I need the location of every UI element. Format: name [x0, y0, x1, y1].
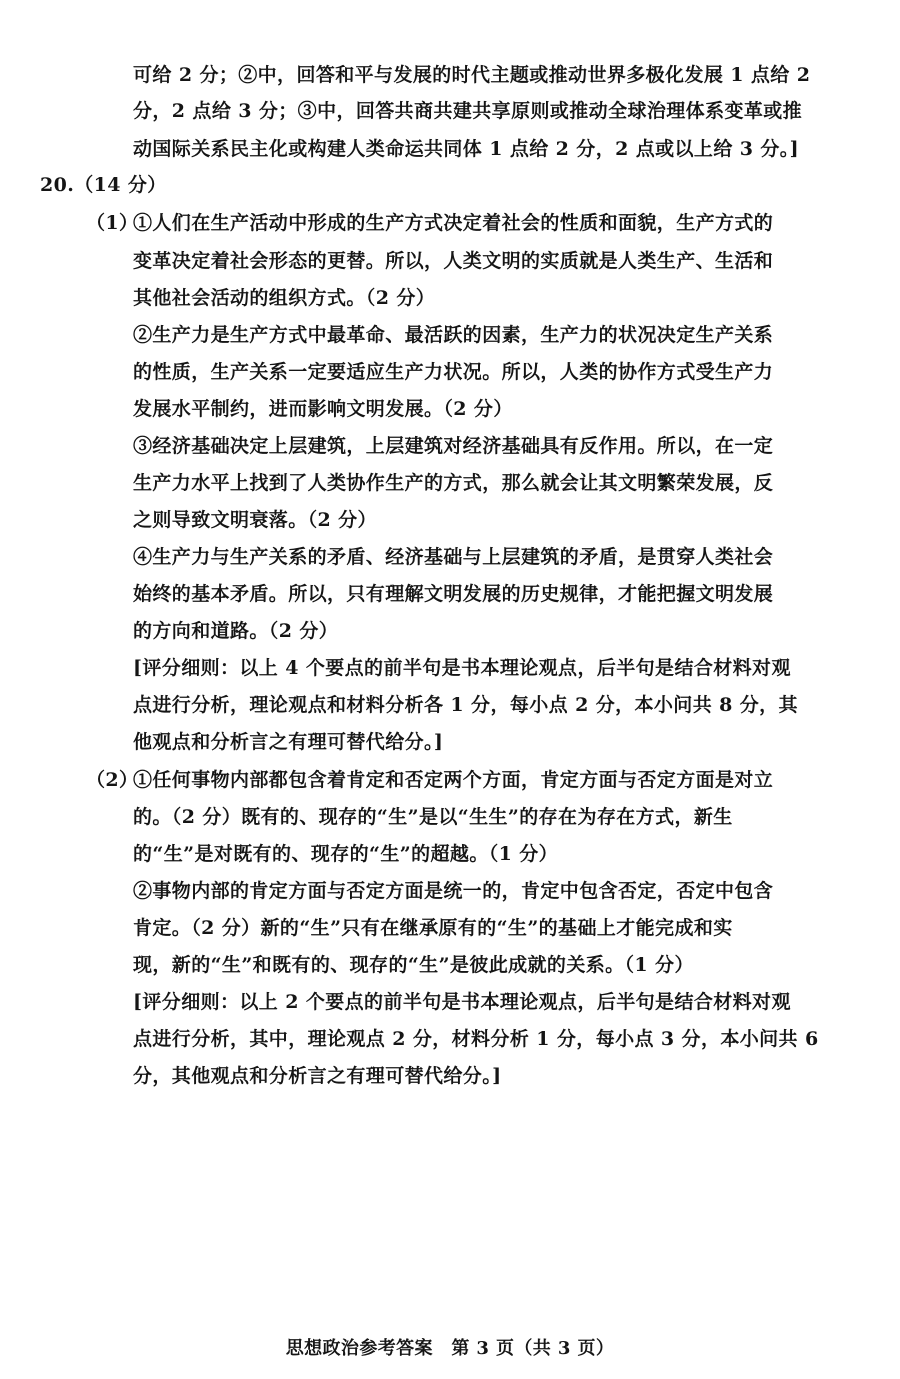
part-1-point-3-line: 生产力水平上找到了人类协作生产的方式，那么就会让其文明繁荣发展，反 — [133, 472, 774, 494]
part-2-label: （2） — [86, 769, 139, 791]
part-2-point-1-line: 的。（2 分）既有的、现存的“生”是以“生生”的存在为存在方式，新生 — [133, 806, 733, 828]
part-2-scoring-note: [评分细则：以上 2 个要点的前半句是书本理论观点，后半句是结合材料对观 — [133, 991, 791, 1013]
part-2-point-1-line: 的“生”是对既有的、现存的“生”的超越。（1 分） — [133, 843, 559, 865]
part-1-point-2-line: 的性质，生产关系一定要适应生产力状况。所以，人类的协作方式受生产力 — [133, 361, 774, 383]
part-2-point-2-line: ②事物内部的肯定方面与否定方面是统一的，肯定中包含否定，否定中包含 — [133, 880, 774, 902]
part-2-scoring-note: 点进行分析，其中，理论观点 2 分，材料分析 1 分，每小点 3 分，本小问共 6 — [133, 1028, 819, 1050]
part-1-point-1-line: 变革决定着社会形态的更替。所以，人类文明的实质就是人类生产、生活和 — [133, 250, 774, 272]
part-1-point-1-line: ①人们在生产活动中形成的生产方式决定着社会的性质和面貌，生产方式的 — [133, 212, 774, 234]
page-footer: 思想政治参考答案 第 3 页（共 3 页） — [285, 1338, 615, 1359]
part-1-point-1-line: 其他社会活动的组织方式。（2 分） — [133, 287, 436, 309]
part-1-point-3-line: ③经济基础决定上层建筑，上层建筑对经济基础具有反作用。所以，在一定 — [133, 435, 774, 457]
part-1-scoring-note: 点进行分析，理论观点和材料分析各 1 分，每小点 2 分，本小问共 8 分，其 — [133, 694, 798, 716]
continuation-line: 分，2 点给 3 分；③中，回答共商共建共享原则或推动全球治理体系变革或推 — [133, 100, 803, 122]
part-1-scoring-note: 他观点和分析言之有理可替代给分。] — [133, 731, 444, 753]
continuation-line: 可给 2 分；②中，回答和平与发展的时代主题或推动世界多极化发展 1 点给 2 — [133, 64, 811, 86]
part-1-point-4-line: ④生产力与生产关系的矛盾、经济基础与上层建筑的矛盾，是贯穿人类社会 — [133, 546, 774, 568]
part-2-point-2-line: 现，新的“生”和既有的、现存的“生”是彼此成就的关系。（1 分） — [133, 954, 694, 976]
part-1-point-4-line: 的方向和道路。（2 分） — [133, 620, 339, 642]
part-1-scoring-note: [评分细则：以上 4 个要点的前半句是书本理论观点，后半句是结合材料对观 — [133, 657, 791, 679]
part-1-point-2-line: ②生产力是生产方式中最革命、最活跃的因素，生产力的状况决定生产关系 — [133, 324, 774, 346]
part-1-point-4-line: 始终的基本矛盾。所以，只有理解文明发展的历史规律，才能把握文明发展 — [133, 583, 774, 605]
part-2-point-2-line: 肯定。（2 分）新的“生”只有在继承原有的“生”的基础上才能完成和实 — [133, 917, 733, 939]
part-1-point-2-line: 发展水平制约，进而影响文明发展。（2 分） — [133, 398, 513, 420]
part-2-scoring-note: 分，其他观点和分析言之有理可替代给分。] — [133, 1065, 502, 1087]
part-1-point-3-line: 之则导致文明衰落。（2 分） — [133, 509, 377, 531]
part-1-label: （1） — [86, 212, 139, 234]
question-20-header: 20.（14 分） — [40, 174, 167, 196]
part-2-point-1-line: ①任何事物内部都包含着肯定和否定两个方面，肯定方面与否定方面是对立 — [133, 769, 774, 791]
continuation-line: 动国际关系民主化或构建人类命运共同体 1 点给 2 分，2 点或以上给 3 分。] — [133, 138, 800, 160]
